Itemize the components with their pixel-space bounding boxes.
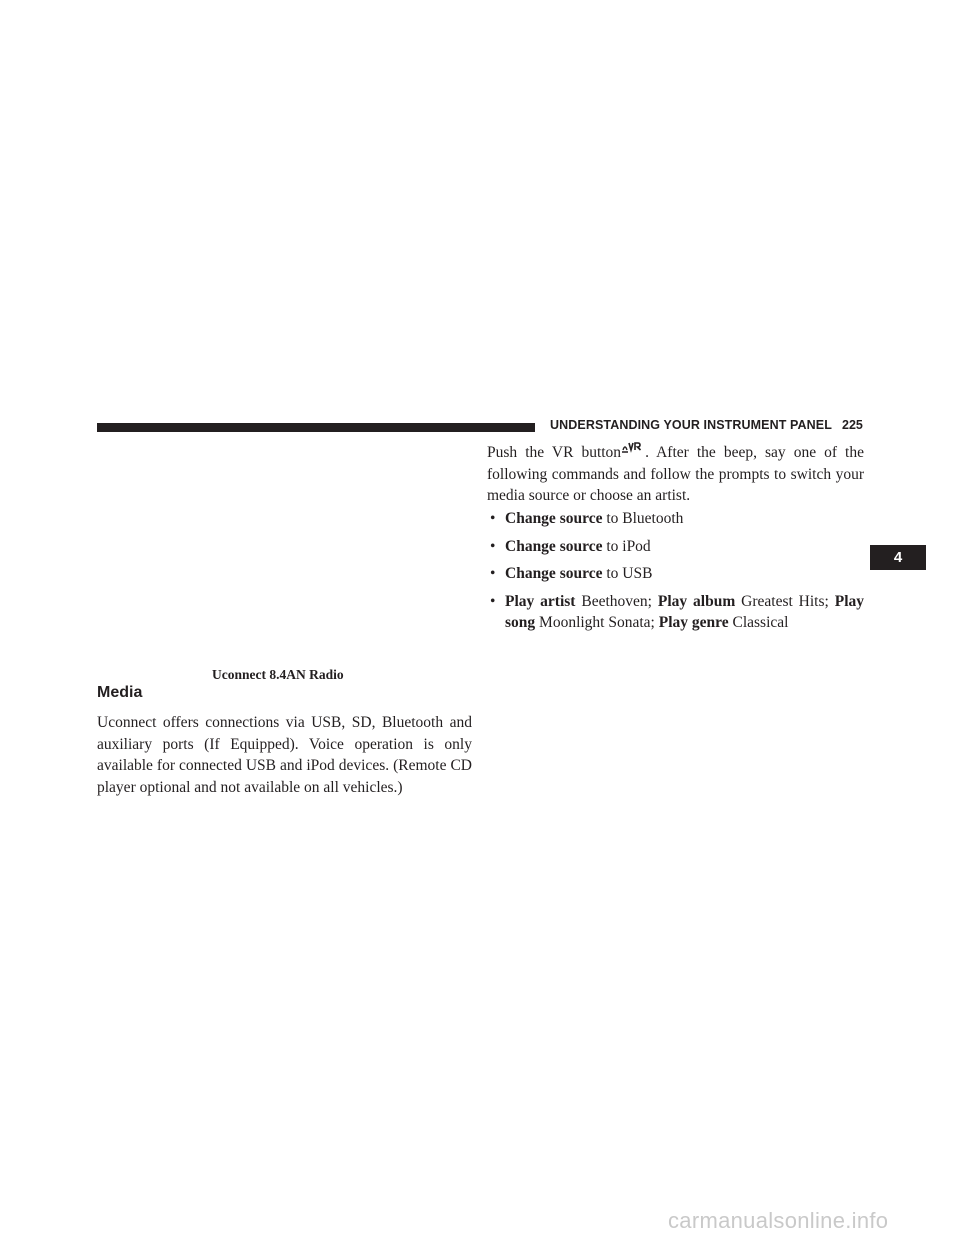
watermark: carmanualsonline.info xyxy=(668,1208,889,1233)
media-paragraph: Uconnect offers connections via USB, SD, Bluetooth and auxiliary ports (If Equipped). Voice operation is only available for connected USB and iPod devices. (Remote CD player optional and not available on all vehicles.) xyxy=(97,714,472,796)
command-target: Moonlight Sonata; xyxy=(535,614,659,631)
list-item xyxy=(487,591,864,634)
page-number: 225 xyxy=(842,418,863,432)
command-target: to Bluetooth xyxy=(602,510,684,527)
running-header-title: UNDERSTANDING YOUR INSTRUMENT PANEL xyxy=(550,418,832,432)
bullet-glyph: • xyxy=(490,510,496,527)
voice-command-list xyxy=(487,508,864,640)
command-keyword: Change source xyxy=(505,537,603,555)
bullet-glyph: • xyxy=(490,565,496,582)
list-item xyxy=(487,536,864,558)
vr-button-icon xyxy=(621,440,645,454)
command-target: Classical xyxy=(728,614,789,631)
figure-caption: Uconnect 8.4AN Radio xyxy=(212,667,344,682)
command-target: to iPod xyxy=(602,537,651,555)
command-keyword: Play album xyxy=(657,592,736,610)
list-item xyxy=(487,508,864,530)
command-target: Beethoven; xyxy=(575,592,658,610)
header-rule xyxy=(97,423,535,432)
list-item xyxy=(487,563,864,585)
command-keyword: Change source xyxy=(505,565,603,582)
voice-intro-end: . After the beep, say one of the following commands and follow the prompts to switch your media source or choose an artist. xyxy=(487,444,864,504)
chapter-tab: 4 xyxy=(870,545,926,570)
bullet-glyph: • xyxy=(490,537,496,555)
command-keyword: Change source xyxy=(505,510,603,527)
command-keyword: Play artist xyxy=(505,592,576,610)
voice-intro-paragraph xyxy=(487,440,864,507)
voice-intro-start: Push the VR button xyxy=(487,444,622,461)
command-keyword: Play genre xyxy=(658,614,729,631)
command-keyword: Play song xyxy=(505,592,865,631)
command-target: to USB xyxy=(602,565,653,582)
section-heading-media: Media xyxy=(97,684,143,701)
bullet-glyph: • xyxy=(490,592,496,610)
command-target: Greatest Hits; xyxy=(735,592,835,610)
